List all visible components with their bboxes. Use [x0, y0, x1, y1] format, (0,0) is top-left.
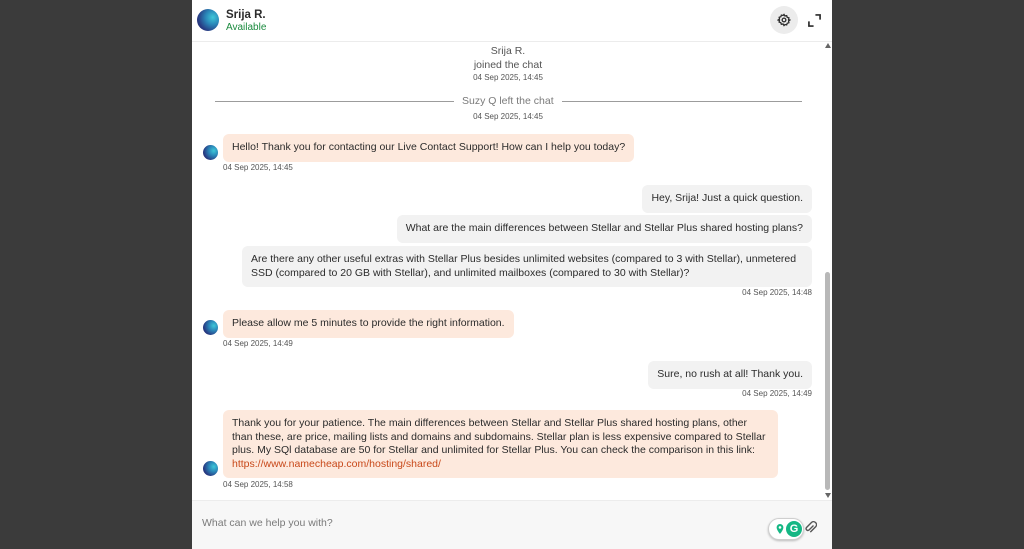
message-text: What are the main differences between Stellar and Stellar Plus shared hosting plans?	[405, 222, 803, 234]
message-text: Please allow me 5 minutes to provide the right information.	[232, 317, 505, 329]
divider-right	[562, 101, 802, 102]
message-input[interactable]	[202, 517, 742, 529]
message-time: 04 Sep 2025, 14:45	[223, 163, 293, 172]
agent-message	[223, 134, 634, 162]
agent-message	[223, 310, 514, 338]
message-text: plus. My SQl database are 50 for Stellar and unlimited for Stellar Plus. You can check the comparison in this link:	[232, 444, 755, 456]
scroll-down-arrow[interactable]	[825, 493, 831, 498]
agent-avatar	[197, 9, 219, 31]
join-event-name: Srija R.	[490, 45, 526, 57]
message-list[interactable]	[192, 42, 824, 500]
expand-button[interactable]	[803, 9, 825, 31]
user-message	[242, 246, 812, 287]
settings-button[interactable]	[770, 6, 798, 34]
message-composer	[192, 500, 832, 549]
message-text: Thank you for your patience. The main differences between Stellar and Stellar Plus shared hosting plans, other	[232, 417, 747, 429]
chat-panel	[192, 0, 832, 549]
message-time: 04 Sep 2025, 14:48	[742, 288, 812, 297]
agent-name: Srija R.	[226, 9, 266, 21]
location-pin-icon	[774, 523, 786, 535]
message-text: Are there any other useful extras with Stellar Plus besides unlimited websites (compared to 3 with Stellar), unmetered	[251, 253, 797, 265]
hosting-comparison-link[interactable]: https://www.namecheap.com/hosting/shared/	[232, 457, 441, 470]
join-event-text: joined the chat	[473, 59, 543, 71]
message-scrollbar[interactable]	[824, 42, 832, 500]
grammarly-widget[interactable]	[768, 518, 804, 540]
join-event-time: 04 Sep 2025, 14:45	[473, 73, 543, 82]
agent-message-avatar	[203, 320, 218, 335]
left-event-time: 04 Sep 2025, 14:45	[473, 112, 543, 121]
scroll-thumb[interactable]	[825, 272, 830, 490]
message-text: Hey, Srija! Just a quick question.	[651, 192, 803, 204]
message-time: 04 Sep 2025, 14:49	[223, 339, 293, 348]
gear-icon	[777, 13, 791, 27]
message-time: 04 Sep 2025, 14:49	[742, 389, 812, 398]
user-message	[642, 185, 812, 213]
expand-icon	[808, 14, 821, 27]
divider-left	[215, 101, 454, 102]
message-text: SSD (compared to 20 GB with Stellar), and unlimited mailboxes (compared to 30 with Stellar)?	[251, 266, 690, 279]
scroll-up-arrow[interactable]	[825, 43, 831, 48]
message-text: than these, are price, mailing lists and domains and subdomains. Stellar plan is less expensive compared to Stellar	[232, 430, 766, 443]
agent-message-avatar	[203, 145, 218, 160]
agent-message	[223, 410, 778, 478]
agent-message-avatar	[203, 461, 218, 476]
grammarly-icon[interactable]: G	[786, 521, 802, 537]
agent-status: Available	[226, 22, 267, 33]
message-text: Sure, no rush at all! Thank you.	[657, 368, 803, 380]
user-message	[397, 215, 812, 243]
chat-header	[192, 0, 832, 42]
left-event-text: Suzy Q left the chat	[462, 95, 554, 107]
message-text: Hello! Thank you for contacting our Live Contact Support! How can I help you today?	[232, 141, 626, 153]
attachment-icon[interactable]	[803, 519, 817, 535]
user-message	[648, 361, 812, 389]
message-time: 04 Sep 2025, 14:58	[223, 480, 293, 489]
